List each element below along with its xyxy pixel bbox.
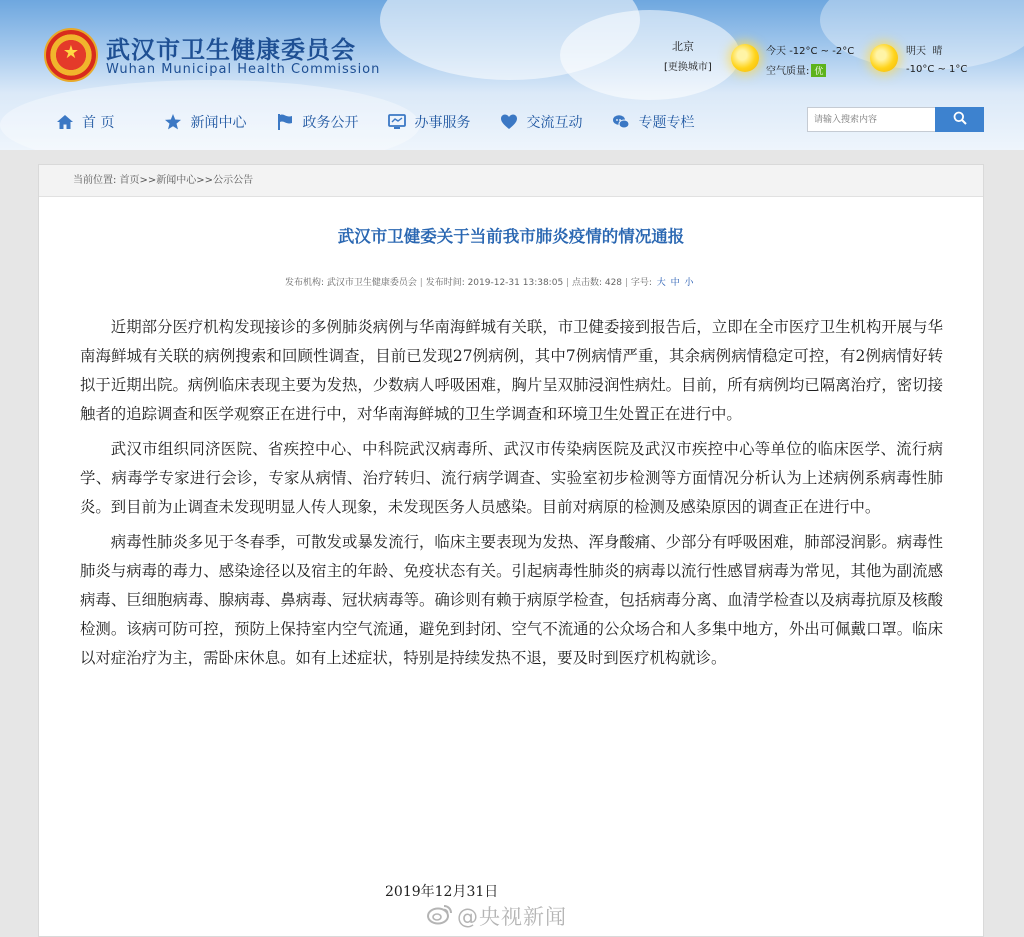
search-button[interactable] xyxy=(935,107,984,132)
weibo-logo-icon xyxy=(427,903,453,929)
today-temp: -12°C ~ -2°C xyxy=(789,46,855,57)
site-subtitle: Wuhan Municipal Health Commission xyxy=(106,62,381,77)
air-quality-badge: 优 xyxy=(811,64,826,77)
search-box xyxy=(807,107,984,132)
nav-item-home[interactable] xyxy=(56,112,114,132)
weather-tomorrow xyxy=(906,42,942,57)
site-title: 武汉市卫生健康委员会 xyxy=(106,35,356,64)
meta-publisher: 发布机构: 武汉市卫生健康委员会 xyxy=(285,278,417,288)
font-size-medium-link[interactable]: 中 xyxy=(670,278,680,288)
font-size-small-link[interactable]: 小 xyxy=(684,278,694,288)
search-icon xyxy=(953,110,967,129)
nav-item-news[interactable] xyxy=(164,112,246,132)
air-quality xyxy=(766,62,826,77)
monitor-icon xyxy=(388,113,406,131)
heart-icon xyxy=(500,113,518,131)
meta-views: 点击数: 428 xyxy=(571,278,623,288)
article-panel xyxy=(38,164,984,937)
nav-label: 首 页 xyxy=(82,115,115,131)
cloud-decoration xyxy=(560,10,740,100)
article-paragraph: 病毒性肺炎多见于冬春季，可散发或暴发流行，临床主要表现为发热、浑身酸痛、少部分有呼吸困难，肺部浸润影。病毒性肺炎与病毒的毒力、感染途径以及宿主的年龄、免疫状态有关。引起病毒性肺炎的病毒以流行性感冒病毒为常见，其他为副流感病毒、巨细胞病毒、腺病毒、鼻病毒、冠状病毒等。确诊则有赖于病原学检查，包括病毒分离、血清学检查以及病毒抗原及核酸检测。该病可防可控，预防上保持室内空气流通，避免到封闭、空气不流通的公众场合和人多集中地方，外出可佩戴口罩。临床以对症治疗为主，需卧床休息。如有上述症状，特别是持续发热不退，要及时到医疗机构就诊。 xyxy=(80,533,943,667)
sunny-icon xyxy=(870,44,898,72)
national-emblem-logo xyxy=(44,28,98,82)
article-date: 2019年12月31日 xyxy=(385,884,499,900)
home-icon xyxy=(56,113,74,131)
main-nav xyxy=(56,108,724,136)
article-paragraph: 近期部分医疗机构发现接诊的多例肺炎病例与华南海鲜城有关联，市卫健委接到报告后，立即在全市医疗卫生机构开展与华南海鲜城有关联的病例搜索和回顾性调查，目前已发现27例病例，其中7例病情严重，其余病例病情稳定可控，有2例病情好转拟于近期出院。病例临床表现主要为发热，少数病人呼吸困难，胸片呈双肺浸润性病灶。目前，所有病例均已隔离治疗，密切接触者的追踪调查和医学观察正在进行中，对华南海鲜城的卫生学调查和环境卫生处置正在进行中。 xyxy=(80,318,943,423)
nav-item-topics[interactable] xyxy=(612,112,694,132)
today-label: 今天 xyxy=(766,46,786,57)
switch-city-link[interactable]: [更换城市] xyxy=(664,62,712,73)
chat-bubbles-icon xyxy=(612,113,630,131)
font-size-large-link[interactable]: 大 xyxy=(656,278,666,288)
meta-time: 发布时间: 2019-12-31 13:38:05 xyxy=(425,278,564,288)
tomorrow-condition: 晴 xyxy=(932,46,943,57)
article-title: 武汉市卫健委关于当前我市肺炎疫情的情况通报 xyxy=(337,227,685,246)
tomorrow-temp: -10°C ~ 1°C xyxy=(906,64,968,75)
nav-label: 交流互动 xyxy=(526,115,583,131)
star-icon xyxy=(164,113,182,131)
search-input[interactable] xyxy=(807,107,935,132)
watermark-text: @央视新闻 xyxy=(457,905,567,929)
nav-item-interaction[interactable] xyxy=(500,112,582,132)
breadcrumb: 当前位置: 首页>>新闻中心>>公示公告 xyxy=(39,165,983,197)
article-body xyxy=(80,313,943,679)
tomorrow-label: 明天 xyxy=(906,46,926,57)
air-quality-label: 空气质量: xyxy=(766,66,810,77)
cloud-decoration xyxy=(820,0,1024,70)
nav-label: 政务公开 xyxy=(302,115,359,131)
nav-item-services[interactable] xyxy=(388,112,470,132)
article-meta: 发布机构: 武汉市卫生健康委员会 | 发布时间: 2019-12-31 13:38:05 | 点击数: 428 | 字号: 大 中 小 xyxy=(285,278,694,288)
site-header xyxy=(0,0,1024,150)
sunny-icon xyxy=(731,44,759,72)
watermark xyxy=(427,901,567,931)
nav-label: 专题专栏 xyxy=(638,115,695,131)
flag-icon xyxy=(276,113,294,131)
article-paragraph: 武汉市组织同济医院、省疾控中心、中科院武汉病毒所、武汉市传染病医院及武汉市疾控中心等单位的临床医学、流行病学、病毒学专家进行会诊，专家从病情、治疗转归、流行病学调查、实验室初步检测等方面情况分析认为上述病例系病毒性肺炎。到目前为止调查未发现明显人传人现象，未发现医务人员感染。目前对病原的检测及感染原因的调查正在进行中。 xyxy=(80,440,943,516)
nav-label: 新闻中心 xyxy=(190,115,247,131)
weather-today xyxy=(766,42,854,57)
meta-fontsize-label: 字号: xyxy=(630,278,652,288)
weather-city: 北京 xyxy=(672,40,694,53)
nav-item-government[interactable] xyxy=(276,112,358,132)
nav-label: 办事服务 xyxy=(414,115,471,131)
